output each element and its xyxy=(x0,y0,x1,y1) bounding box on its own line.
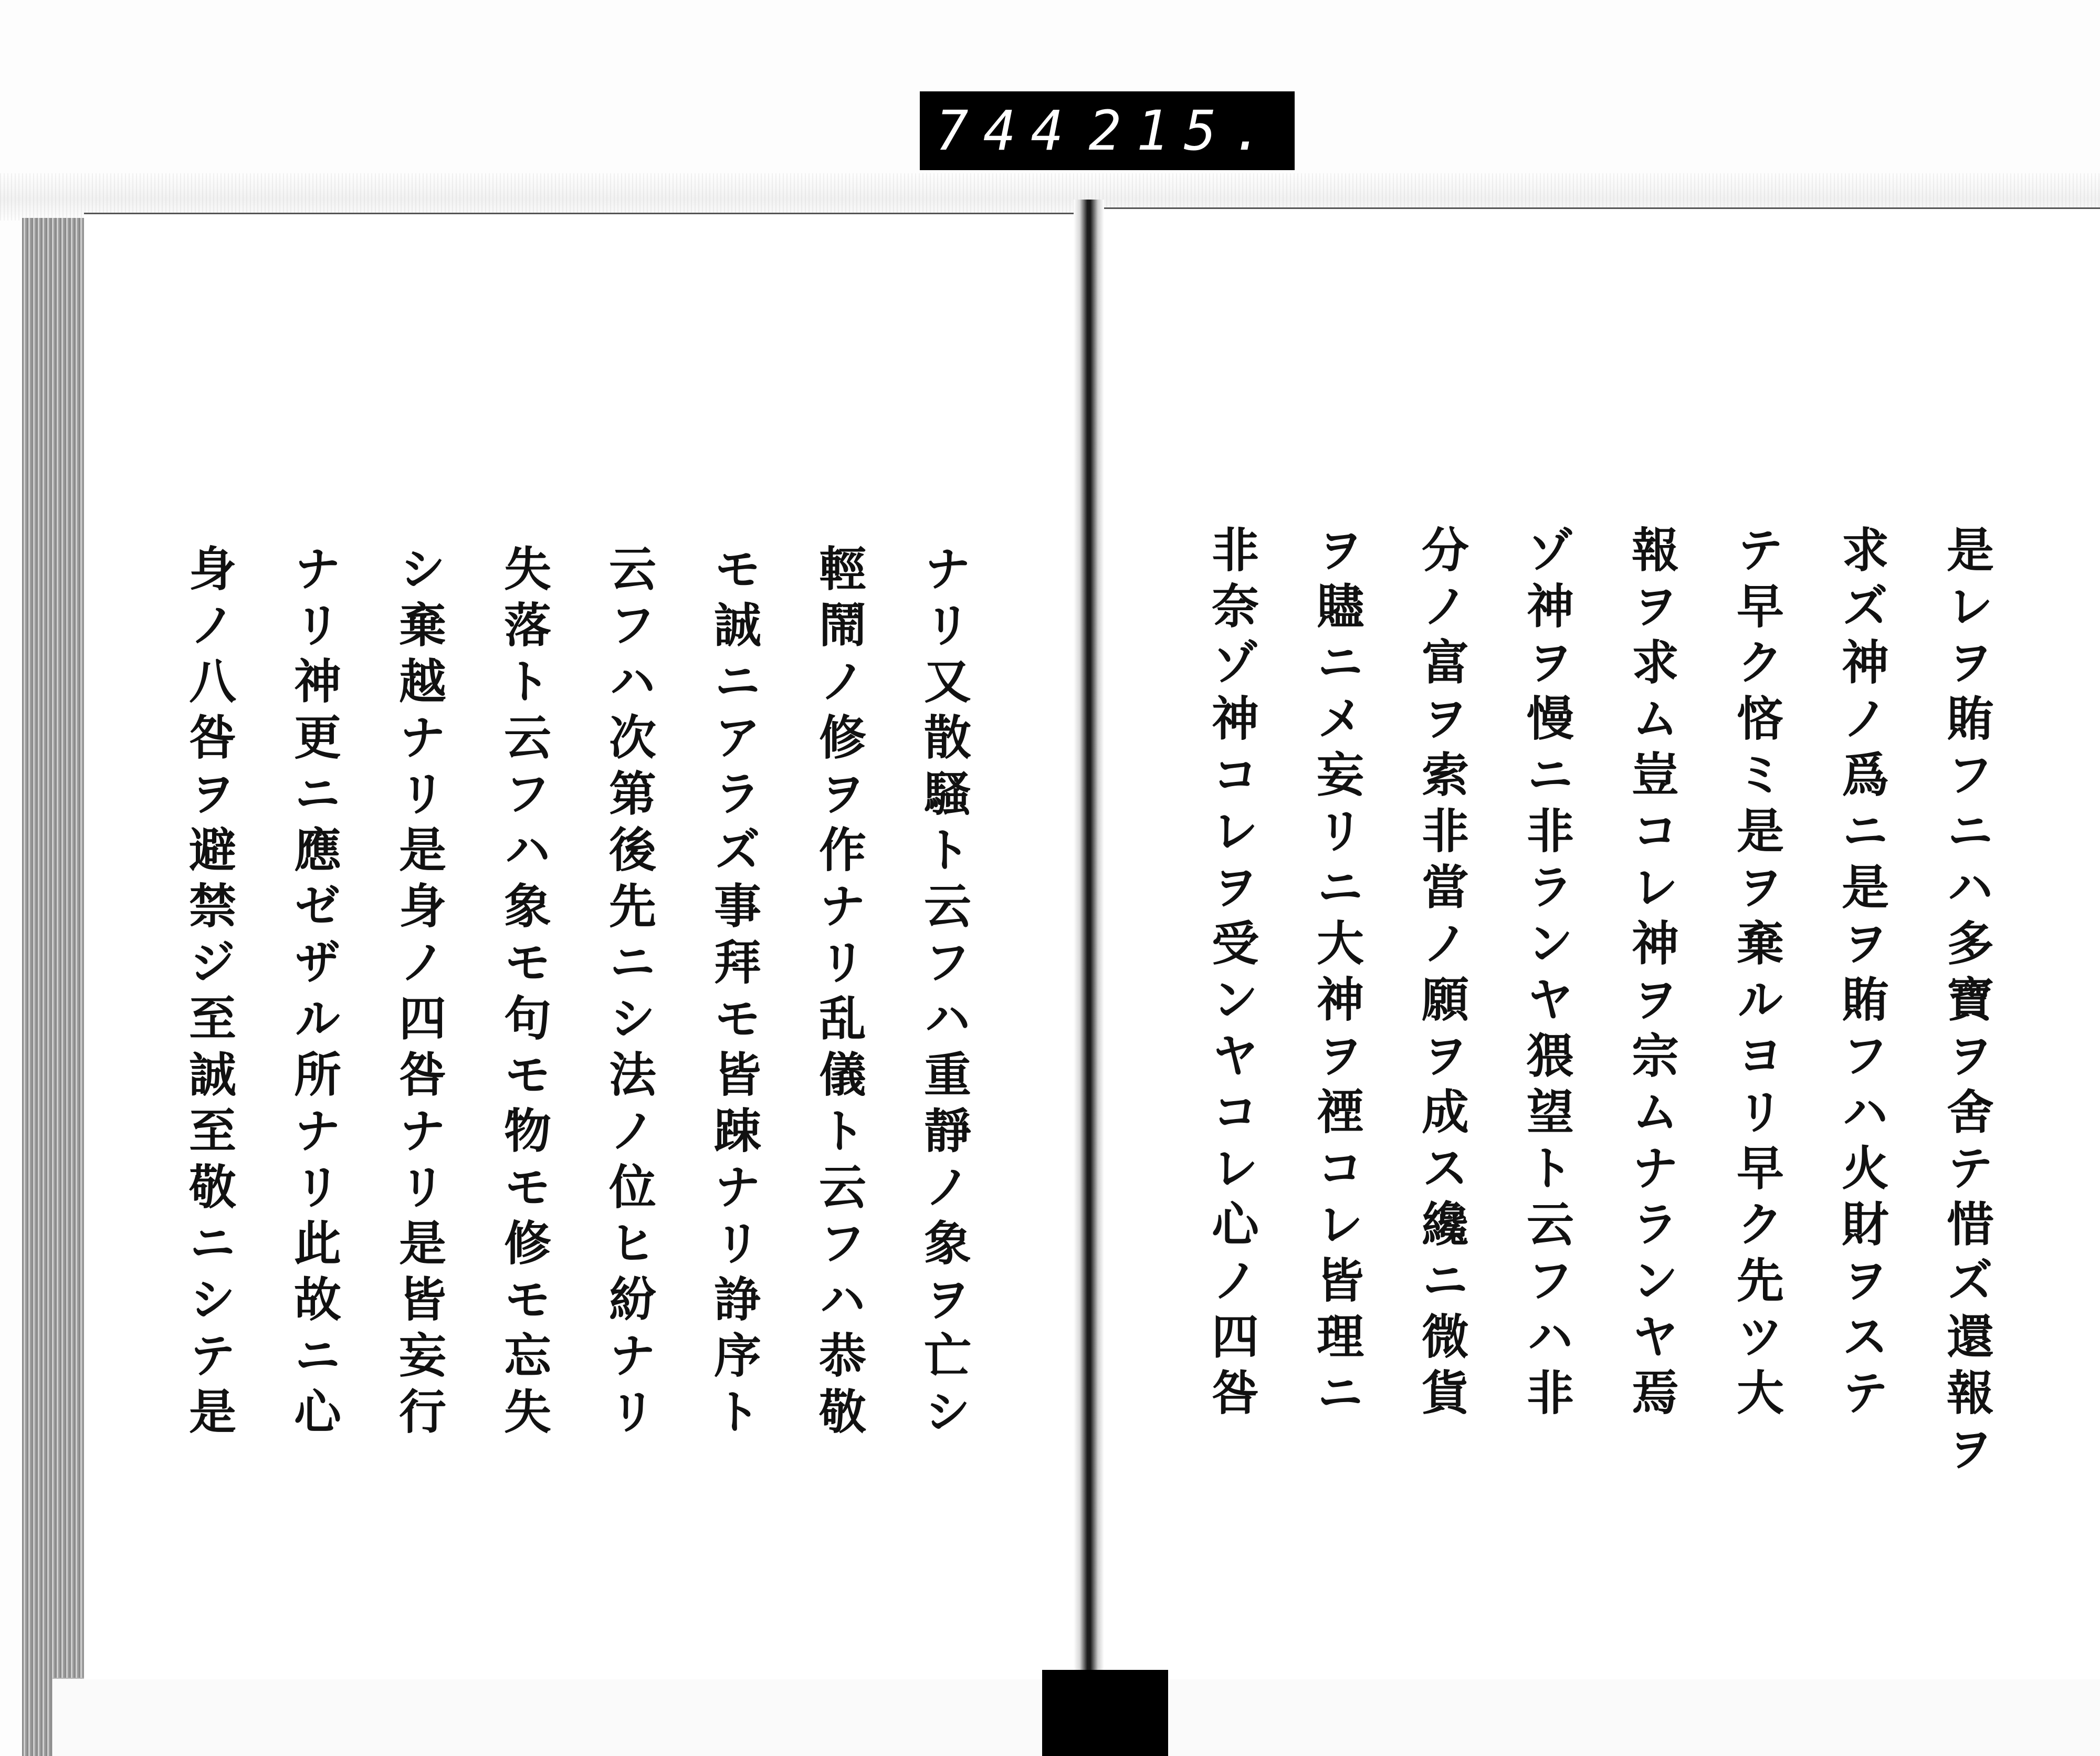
frame-number: 215. xyxy=(1088,99,1279,163)
book-gutter xyxy=(1074,200,1104,1756)
left-page-column-1: ナリ又散騷ト云フハ重靜ノ象ヲ亡シ xyxy=(916,544,971,1443)
book-page-edges xyxy=(22,218,87,1756)
left-page xyxy=(84,213,1082,1679)
right-page-column-8: 非奈ゾ神コレヲ受ンヤコレ心ノ四咎 xyxy=(1203,525,1259,1424)
right-page-column-3: テ早ク悋ミ是ヲ棄ルヨリ早ク先ツ大 xyxy=(1728,525,1784,1424)
right-page-column-1: 是レヲ賄フニハ多寶ヲ舍テ惜ズ還報ヲ xyxy=(1938,525,1994,1480)
right-page-column-5: ゾ神ヲ慢ニ非ランヤ猥望ト云フハ非 xyxy=(1518,525,1574,1424)
right-page-column-6: 分ノ富ヲ索非當ノ願ヲ成ス纔ニ微貨 xyxy=(1413,525,1469,1424)
right-page-column-7: ヲ贐ニメ妄リニ大神ヲ禋コレ皆理ニ xyxy=(1308,525,1364,1424)
left-page-column-2: 輕鬧ノ修ヲ作ナリ乱儀ト云フハ恭敬 xyxy=(811,544,866,1443)
reel-number: 744 xyxy=(936,99,1078,163)
left-page-column-7: ナリ神更ニ應ゼザル所ナリ此故ニ心 xyxy=(286,544,341,1443)
right-page-column-2: 求ズ神ノ爲ニ是ヲ賄フハ火財ヲステ xyxy=(1833,525,1889,1424)
left-page-column-4: 云フハ次第後先ニシ法ノ位ヒ紛ナリ xyxy=(601,544,656,1443)
left-page-column-6: シ棄越ナリ是身ノ四咎ナリ是皆妄行 xyxy=(391,544,446,1443)
left-page-column-3: モ誠ニアラズ事拜モ皆踈ナリ諍序ト xyxy=(706,544,761,1443)
left-page-column-8: 身ノ八咎ヲ避禁ジ至誠至敬ニシテ是 xyxy=(181,544,236,1443)
right-page-column-4: 報ヲ求ム豈コレ神ヲ宗ムナランヤ焉 xyxy=(1623,525,1679,1424)
microfilm-frame-label xyxy=(920,91,1295,170)
spine-shadow xyxy=(1042,1670,1168,1756)
right-page xyxy=(1100,207,2100,1679)
left-page-column-5: 失落ト云フハ象モ句モ物モ修モ忘失 xyxy=(496,544,551,1443)
